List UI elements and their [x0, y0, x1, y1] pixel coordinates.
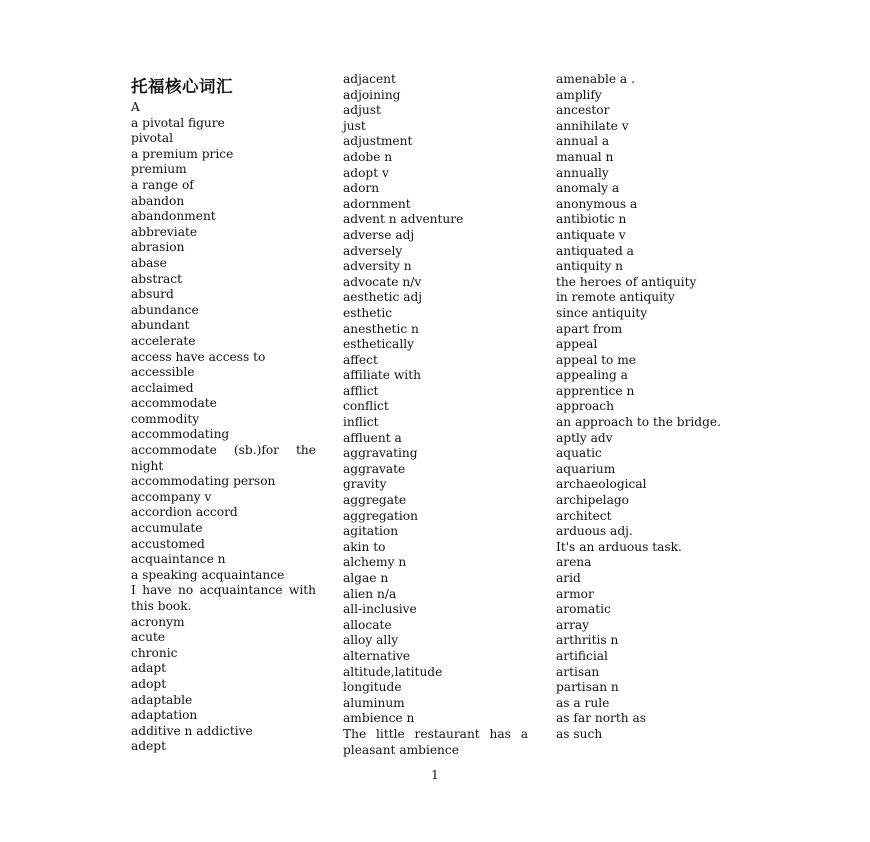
vocab-entry: alternative: [343, 648, 411, 663]
vocab-entry: amenable a .: [556, 72, 635, 86]
vocab-entry: array: [556, 617, 590, 632]
vocab-entry: artisan: [556, 664, 600, 679]
vocab-entry: adjoining: [343, 87, 401, 102]
vocab-entry: pivotal: [131, 131, 173, 146]
vocab-entry: annual a: [556, 134, 610, 149]
vocab-entry: adept: [131, 739, 166, 754]
vocab-entry: accompany v: [131, 489, 212, 504]
vocab-entry: partisan n: [556, 680, 619, 695]
vocab-entry: annually: [556, 165, 609, 180]
vocab-entry: aptly adv: [556, 430, 613, 445]
vocab-entry: antiquated a: [556, 243, 634, 258]
vocab-entry: aggravating: [343, 446, 418, 461]
vocab-entry: access have access to: [131, 349, 266, 364]
vocab-entry: abandon: [131, 193, 185, 208]
vocab-entry: acronym: [131, 614, 185, 629]
vocab-entry: accelerate: [131, 333, 196, 348]
vocab-entry: acquaintance n: [131, 552, 226, 567]
vocab-entry: affiliate with: [343, 368, 421, 383]
vocab-entry: appeal: [556, 337, 598, 352]
vocab-entry: armor: [556, 586, 594, 601]
vocab-entry: appealing a: [556, 368, 628, 383]
vocab-entry: advocate n/v: [343, 274, 422, 289]
vocab-entry: anonymous a: [556, 196, 638, 211]
vocab-entry: arthritis n: [556, 633, 619, 648]
vocab-entry: anomaly a: [556, 181, 620, 196]
vocab-entry: esthetically: [343, 337, 414, 352]
vocab-entry: aggregate: [343, 493, 407, 508]
vocab-entry: in remote antiquity: [556, 290, 675, 305]
vocab-entry: all-inclusive: [343, 602, 417, 617]
vocab-entry: artificial: [556, 648, 608, 663]
vocab-entry: aromatic: [556, 602, 611, 617]
vocab-entry: ambience n: [343, 711, 415, 726]
vocab-entry: antiquity n: [556, 259, 623, 274]
vocab-entry: ancestor: [556, 103, 610, 118]
vocab-entry: affect: [343, 352, 378, 367]
vocab-entry: just: [343, 118, 366, 133]
vocab-entry: agitation: [343, 524, 399, 539]
vocab-entry: approach: [556, 399, 614, 414]
vocab-entry: archipelago: [556, 493, 629, 508]
vocab-entry: altitude,latitude: [343, 664, 443, 679]
vocab-entry: esthetic: [343, 305, 393, 320]
vocab-entry: afflict: [343, 383, 379, 398]
vocab-entry: adobe n: [343, 149, 393, 164]
vocab-entry: architect: [556, 508, 612, 523]
vocab-entry: adopt v: [343, 165, 389, 180]
vocab-entry: adapt: [131, 661, 167, 676]
vocab-entry: longitude: [343, 680, 402, 695]
page-title: 托福核心词汇: [131, 77, 233, 96]
vocab-entry: antiquate v: [556, 227, 626, 242]
vocab-entry: abundant: [131, 318, 190, 333]
vocab-entry: absurd: [131, 287, 174, 302]
vocab-entry: aluminum: [343, 695, 405, 710]
vocab-entry: affluent a: [343, 430, 402, 445]
vocab-entry: adjustment: [343, 134, 413, 149]
vocab-entry: a range of: [131, 177, 194, 192]
vocab-entry: akin to: [343, 539, 386, 554]
vocab-entry: accommodating: [131, 427, 230, 442]
vocab-entry: accordion accord: [131, 505, 238, 520]
column-1: [131, 72, 316, 755]
vocab-entry: adaptation: [131, 708, 198, 723]
vocab-entry: chronic: [131, 645, 178, 660]
vocab-entry: premium: [131, 162, 187, 177]
vocab-entry: inflict: [343, 415, 379, 430]
vocab-entry: adjacent: [343, 72, 396, 86]
vocab-entry: manual n: [556, 149, 614, 164]
vocab-entry: adversely: [343, 243, 403, 258]
vocab-entry: a speaking acquaintance: [131, 567, 285, 582]
vocab-entry: arena: [556, 555, 592, 570]
vocab-entry: commodity: [131, 411, 200, 426]
vocab-entry: as far north as: [556, 711, 647, 726]
vocab-entry: alloy ally: [343, 633, 399, 648]
column-3: [556, 72, 740, 743]
vocab-entry: acclaimed: [131, 380, 194, 395]
vocab-entry: adorn: [343, 181, 380, 196]
vocab-entry: adornment: [343, 196, 411, 211]
vocab-entry: accommodating person: [131, 474, 276, 489]
vocab-entry: adversity n: [343, 259, 412, 274]
vocab-entry: since antiquity: [556, 305, 648, 320]
vocab-entry: arduous adj.: [556, 524, 633, 539]
vocab-entry: adjust: [343, 103, 381, 118]
page-number: 1: [431, 768, 439, 782]
vocab-entry: adaptable: [131, 692, 193, 707]
vocab-entry: abase: [131, 255, 167, 270]
vocab-entry: accessible: [131, 365, 195, 380]
vocab-entry: abstract: [131, 271, 183, 286]
vocab-entry: A: [131, 100, 140, 114]
vocab-entry: an approach to the bridge.: [556, 415, 721, 430]
vocab-entry: antibiotic n: [556, 212, 627, 227]
vocab-entry: accommodate (sb.)for the night: [131, 443, 316, 473]
vocab-entry: aquatic: [556, 446, 602, 461]
vocab-entry: additive n addictive: [131, 723, 253, 738]
vocab-entry: arid: [556, 571, 581, 585]
vocab-entry: It's an arduous task.: [556, 539, 682, 554]
vocab-entry: abandonment: [131, 209, 216, 224]
vocab-entry: a premium price: [131, 146, 234, 161]
vocab-entry: aquarium: [556, 461, 616, 476]
vocab-entry: aggregation: [343, 508, 418, 523]
vocab-entry: as such: [556, 726, 603, 741]
vocab-entry: a pivotal figure: [131, 115, 225, 130]
vocab-entry: adopt: [131, 676, 167, 691]
vocab-entry: gravity: [343, 477, 387, 492]
vocab-entry: the heroes of antiquity: [556, 274, 697, 289]
vocab-entry: alien n/a: [343, 586, 397, 601]
vocab-entry: allocate: [343, 617, 392, 632]
vocab-entry: appeal to me: [556, 352, 636, 367]
vocab-entry: annihilate v: [556, 118, 629, 133]
vocab-entry: abbreviate: [131, 224, 198, 239]
vocab-entry: accommodate: [131, 396, 217, 411]
vocab-entry: apprentice n: [556, 383, 635, 398]
vocab-entry: aggravate: [343, 461, 406, 476]
vocab-entry: archaeological: [556, 477, 647, 492]
column-2: [343, 72, 528, 758]
vocab-entry: advent n adventure: [343, 212, 464, 227]
vocab-entry: conflict: [343, 399, 389, 414]
vocab-entry: acute: [131, 630, 166, 645]
vocab-entry: algae n: [343, 571, 389, 585]
vocab-entry: accustomed: [131, 536, 205, 551]
vocab-entry: anesthetic n: [343, 321, 419, 336]
vocab-entry: The little restaurant has a pleasant ambience: [343, 726, 528, 757]
vocab-entry: alchemy n: [343, 555, 407, 570]
vocab-entry: I have no acquaintance with this book.: [131, 583, 316, 613]
vocab-entry: abundance: [131, 302, 199, 317]
vocab-entry: aesthetic adj: [343, 290, 423, 305]
vocab-entry: accumulate: [131, 521, 203, 536]
vocab-entry: amplify: [556, 87, 602, 102]
vocab-entry: abrasion: [131, 240, 185, 255]
vocab-entry: as a rule: [556, 695, 610, 710]
vocab-entry: apart from: [556, 321, 623, 336]
vocab-entry: adverse adj: [343, 227, 415, 242]
